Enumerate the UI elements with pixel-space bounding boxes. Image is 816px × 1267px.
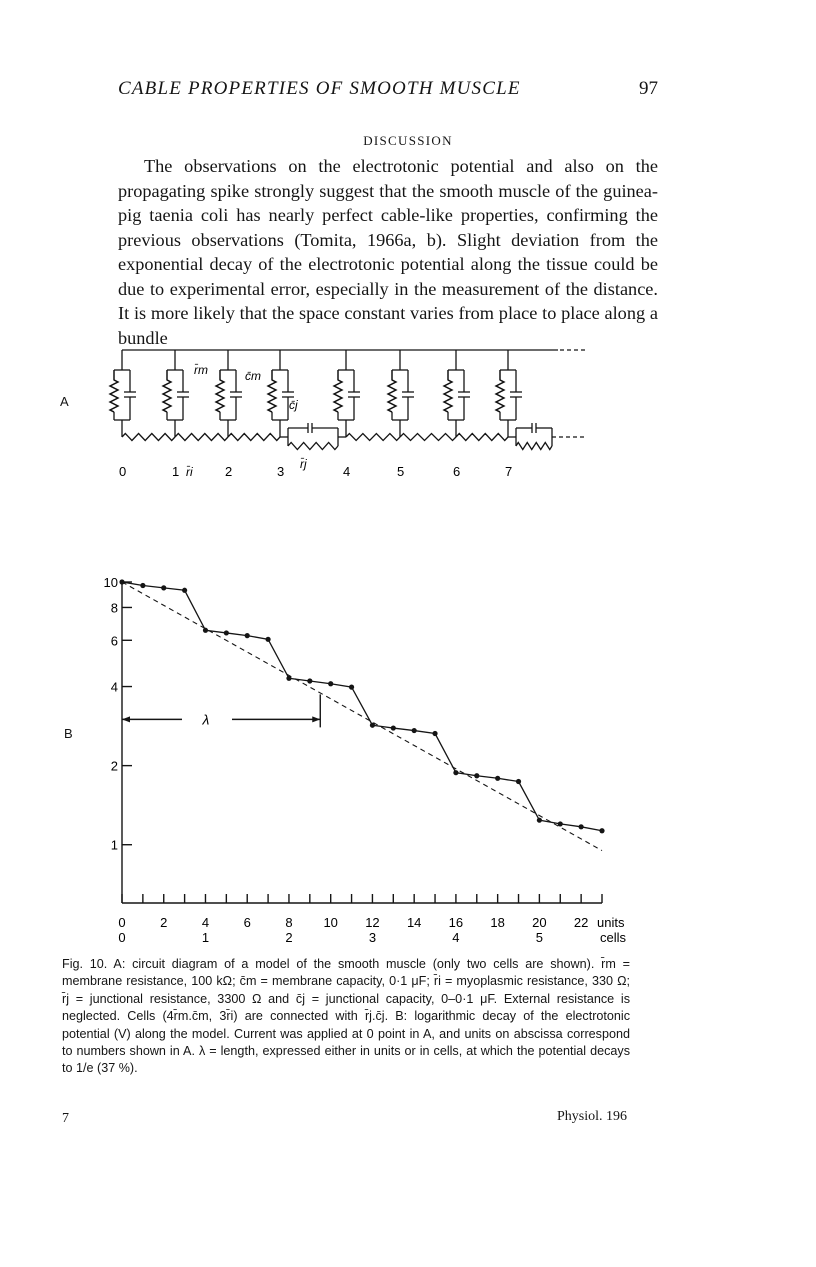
cell-tick-label: 4 [452,930,460,945]
data-point [495,776,500,781]
myoplasmic-resistor [456,434,508,441]
junction-resistor [516,443,552,450]
x-tick-label: 14 [406,915,422,930]
data-point [203,628,208,633]
data-point [516,779,521,784]
x-tick-label: 6 [243,915,251,930]
data-point [474,773,479,778]
x-tick-label: 0 [118,915,126,930]
symbol-cm: c̄m [245,369,261,383]
data-point [349,685,354,690]
footer-journal: Physiol. 196 [557,1109,628,1124]
y-tick-label: 10 [103,575,118,590]
section-heading: DISCUSSION [363,133,453,148]
y-tick-label: 4 [110,679,118,695]
data-point [432,731,437,736]
figure-caption [62,956,630,1078]
x-tick-label: 20 [532,915,547,930]
myoplasmic-resistor [346,434,400,441]
x-tick-label: 12 [365,915,380,930]
data-point [328,681,333,686]
node-label: 6 [453,464,461,479]
data-point [412,728,417,733]
data-point [224,630,229,635]
cell-tick-label: 5 [535,930,544,945]
membrane-resistor [268,380,276,412]
x-tick-label: 4 [201,915,210,930]
node-label: 1 [172,464,180,479]
body-paragraph: The observations on the electrotonic potential and also on the propagating spike strongly suggest that the smooth muscle of the guinea-pig taenia coli has nearly perfect cable-like properties, confirming the previous observations (Tomita, 1966a, b). Slight deviation from the exponential decay of the electrotonic potential along the tissue could be due to experimental error, especially in the measurement of the distance. It is more likely that the space constant varies from place to place along a bundle [118,156,658,348]
myoplasmic-resistor [122,434,175,441]
data-point [265,637,270,642]
potential-series-line [122,582,602,831]
y-tick-label: 2 [110,758,118,774]
cells-label: cells [600,930,627,945]
symbol-rj: r̄j [300,457,307,471]
data-point [453,770,458,775]
lambda-label: λ [202,711,210,728]
membrane-resistor [110,380,118,412]
exponential-decay-line [122,582,602,851]
data-point [245,633,250,638]
panel-a-label: A [60,394,69,409]
membrane-resistor [163,380,171,412]
membrane-resistor [388,380,396,412]
page-number: 97 [639,78,658,99]
data-point [599,828,604,833]
membrane-resistor [444,380,452,412]
y-tick-label: 8 [110,600,118,616]
x-tick-label: 22 [573,915,589,930]
membrane-resistor [216,380,224,412]
data-point [307,678,312,683]
body-text [118,154,658,350]
symbol-ri: r̄i [186,465,193,479]
cell-tick-label: 1 [201,930,210,945]
myoplasmic-resistor [228,434,280,441]
decay-chart [90,560,650,955]
y-tick-label: 6 [110,633,118,649]
cell-tick-label: 0 [118,930,126,945]
data-point [140,583,145,588]
node-label: 4 [343,464,351,479]
running-head-title: CABLE PROPERTIES OF SMOOTH MUSCLE [118,78,521,99]
data-point [182,588,187,593]
membrane-resistor [496,380,504,412]
myoplasmic-resistor [400,434,456,441]
units-label: units [597,915,625,930]
caption-text: Fig. 10. A: circuit diagram of a model of the smooth muscle (only two cells are shown). r̄m = membrane resistance, 100 kΩ; c̄m = membrane capacity, 0·1 μF; r̄i = myoplasmic resistance, 330 Ω; r̄j = junctional resistance, 3300 Ω and c̄j = junctional capacity, 0–0·1 μF. External resistance is neglected. Cells (4r̄m.c̄m, 3r̄i) are connected with r̄j.c̄j. B: logarithmic decay of the electrotonic potential (V) along the model. Current was applied at 0 point in A, and units on abscissa correspond to numbers shown in A. λ = length, expressed either in units or in cells, at which the potential decays to 1/e (37 %). [62,957,630,1076]
node-label: 2 [225,464,233,479]
node-label: 3 [277,464,285,479]
footer-signature: 7 [62,1111,69,1126]
running-head [118,78,658,104]
node-label: 0 [119,464,127,479]
lambda-arrowhead-right [312,716,320,722]
membrane-resistor [334,380,342,412]
node-label: 7 [505,464,513,479]
data-point [391,725,396,730]
node-label: 5 [397,464,405,479]
lambda-arrowhead-left [122,716,130,722]
symbol-cj: c̄j [289,398,298,412]
myoplasmic-resistor [175,434,228,441]
x-tick-label: 2 [160,915,168,930]
cell-tick-label: 3 [368,930,377,945]
symbol-rm: r̄m [194,363,208,377]
cell-tick-label: 2 [285,930,293,945]
data-point [161,585,166,590]
x-tick-label: 10 [323,915,338,930]
data-point [579,824,584,829]
circuit-diagram [100,340,600,490]
x-tick-label: 8 [285,915,293,930]
x-tick-label: 16 [448,915,464,930]
junction-resistor [288,443,338,450]
data-point [537,818,542,823]
panel-b-label: B [64,726,73,741]
x-tick-label: 18 [490,915,505,930]
y-tick-label: 1 [110,837,118,853]
